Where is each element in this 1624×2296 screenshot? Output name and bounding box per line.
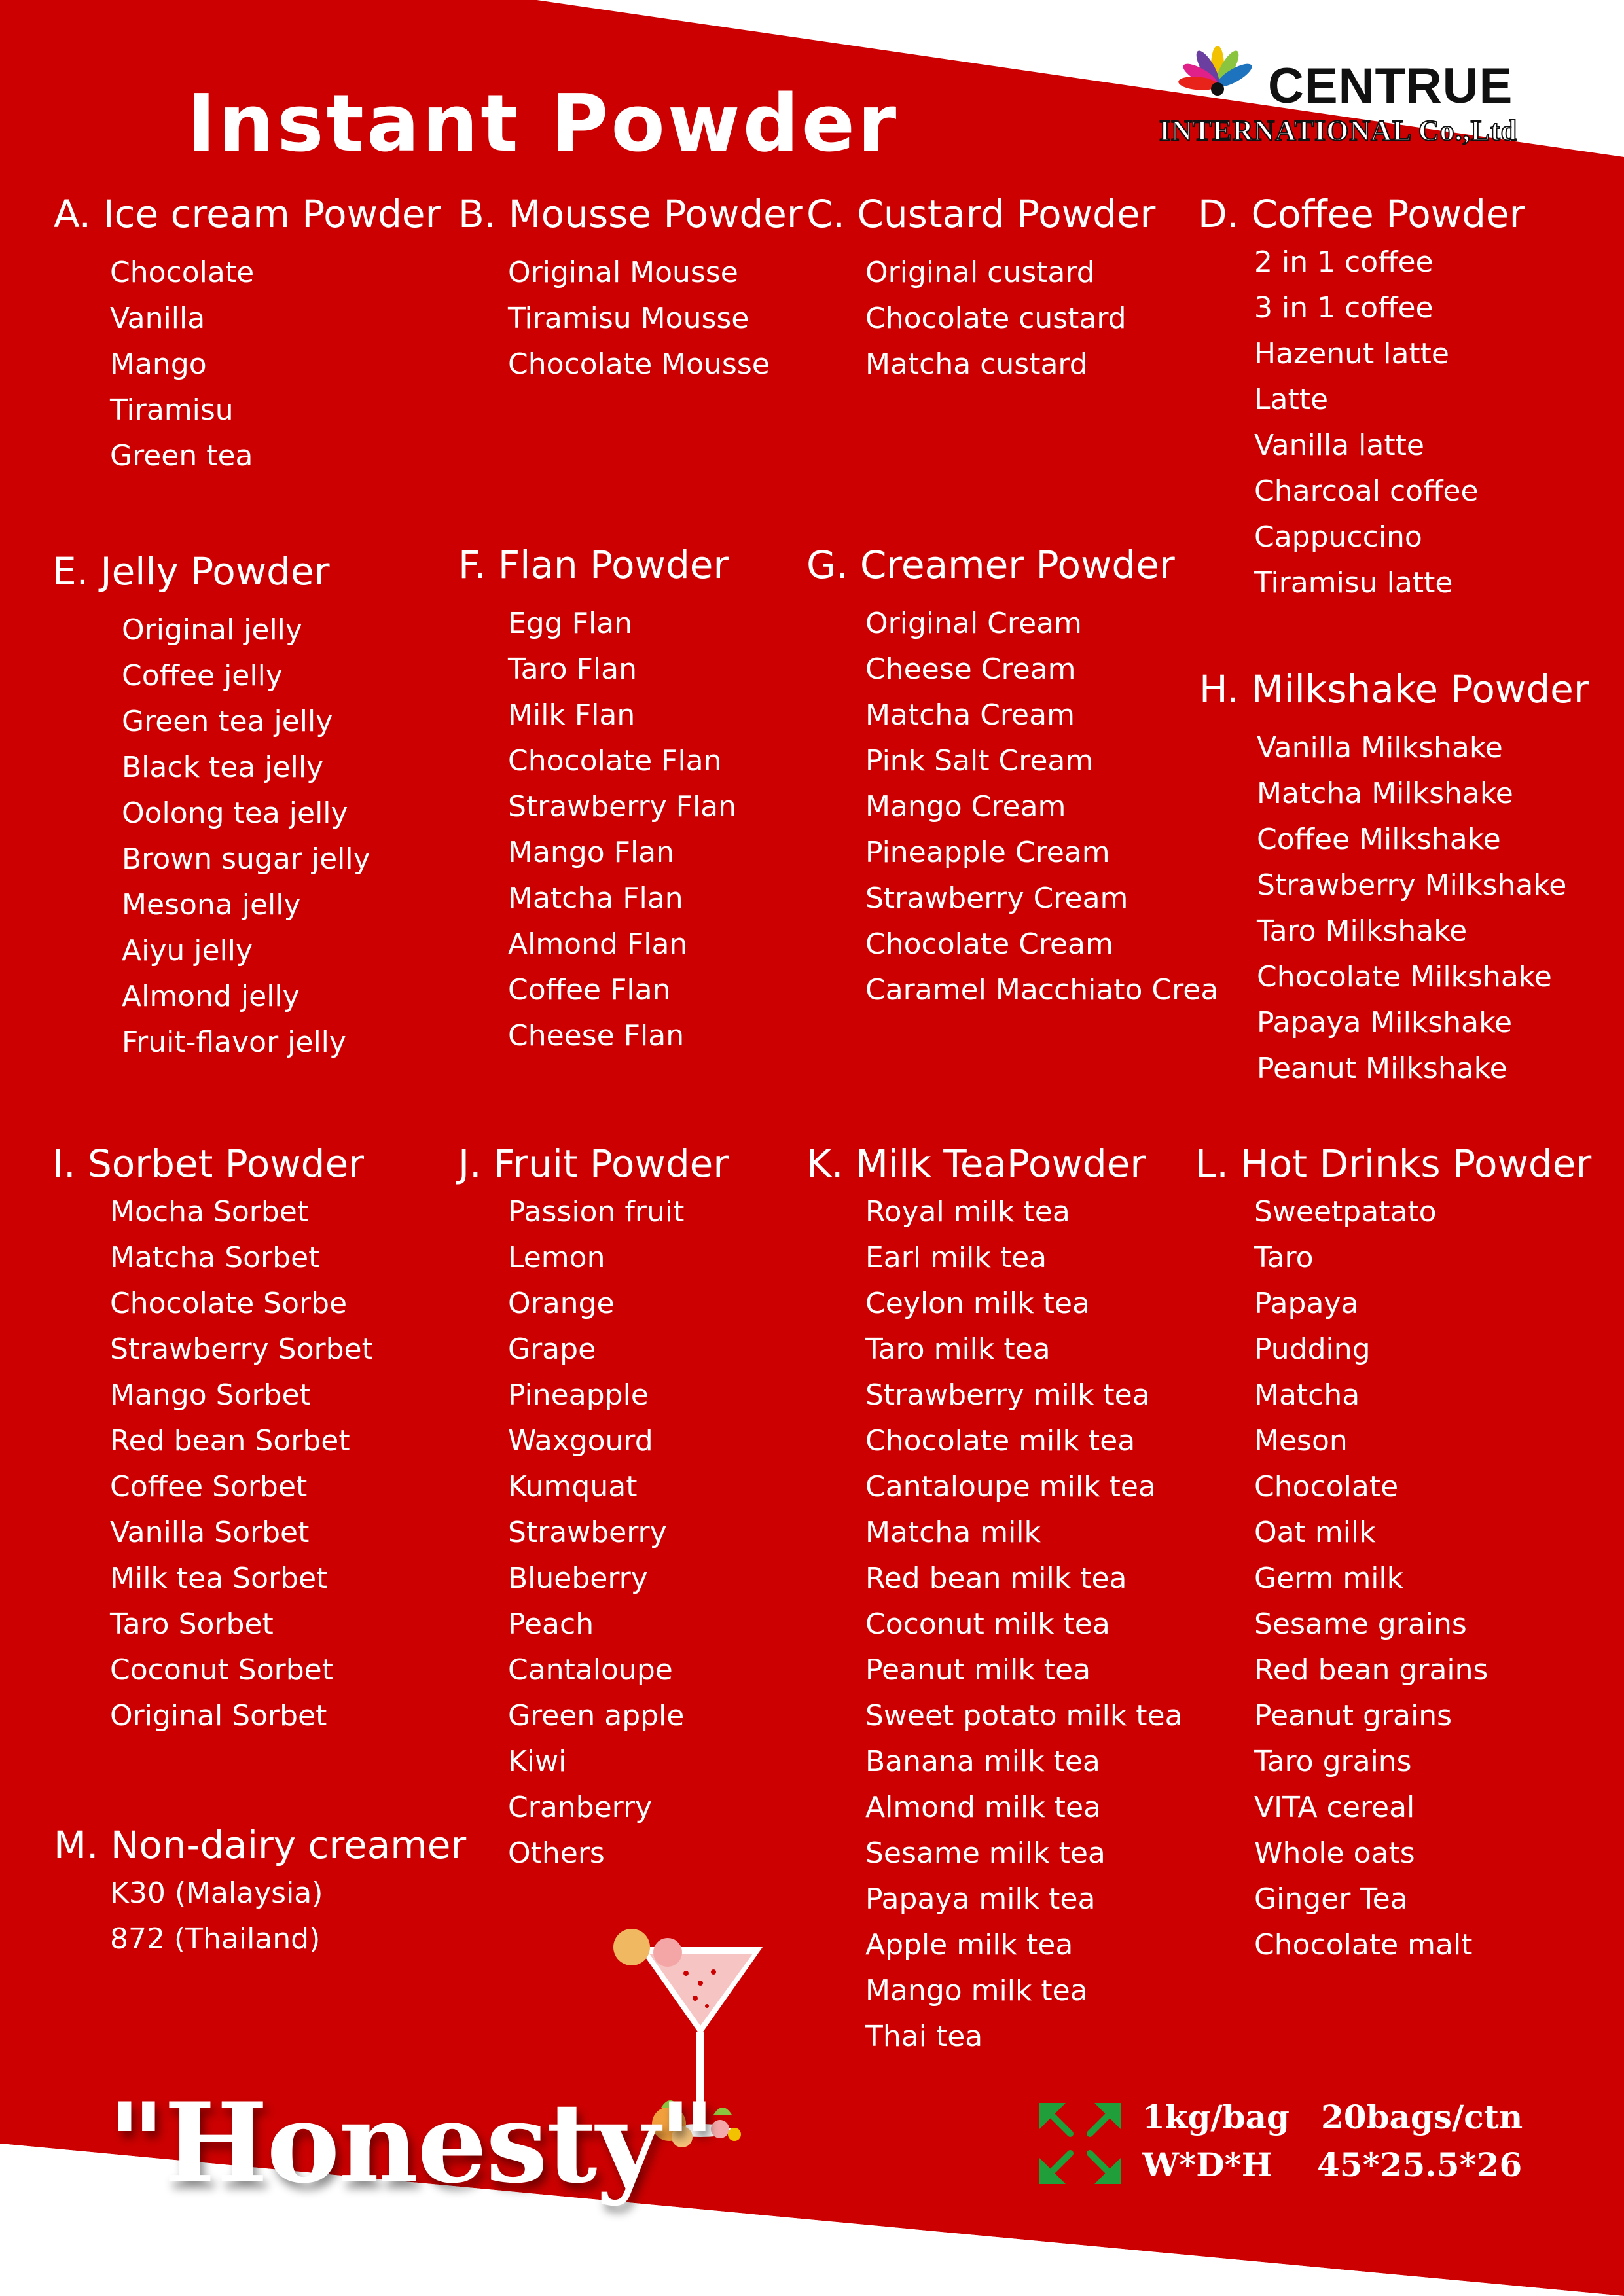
list-item: Sesame grains: [1254, 1607, 1467, 1641]
list-item: K30 (Malaysia): [110, 1876, 323, 1910]
list-item: Mocha Sorbet: [110, 1195, 309, 1229]
list-item: Cantaloupe: [508, 1653, 673, 1687]
list-item: Pudding: [1254, 1333, 1371, 1366]
item-list: [865, 601, 1218, 1013]
section-milkshake: [1199, 666, 1589, 1092]
list-item: Cranberry: [508, 1791, 653, 1824]
list-item: Black tea jelly: [122, 751, 324, 784]
list-item: Vanilla: [110, 302, 206, 335]
list-item: Coffee Sorbet: [110, 1470, 308, 1503]
list-item: Coffee Milkshake: [1257, 823, 1501, 856]
section-heading: C. Custard Powder: [806, 192, 1156, 236]
list-item: Others: [508, 1837, 605, 1870]
section-jelly: [52, 548, 370, 1066]
list-item: Strawberry Flan: [508, 790, 737, 823]
list-item: Sweetpatato: [1254, 1195, 1437, 1229]
list-item: Grape: [508, 1333, 596, 1366]
list-item: Germ milk: [1254, 1562, 1404, 1595]
list-item: Vanilla Sorbet: [110, 1516, 310, 1549]
item-list: [1257, 725, 1589, 1092]
list-item: Original jelly: [122, 613, 302, 647]
list-item: Mango Cream: [865, 790, 1066, 823]
section-heading: G. Creamer Powder: [806, 543, 1175, 587]
logo-subtitle: INTERNATIONAL Co.,Ltd: [1159, 115, 1518, 147]
list-item: Mango Flan: [508, 836, 675, 869]
list-item: Whole oats: [1254, 1837, 1415, 1870]
list-item: Original Mousse: [508, 256, 738, 289]
list-item: Papaya milk tea: [865, 1882, 1096, 1916]
list-item: Matcha milk: [865, 1516, 1041, 1549]
list-item: Vanilla Milkshake: [1257, 731, 1503, 764]
list-item: 3 in 1 coffee: [1254, 291, 1434, 325]
section-ice-cream: [54, 191, 441, 479]
section-sorbet: [52, 1141, 373, 1739]
list-item: Ginger Tea: [1254, 1882, 1408, 1916]
list-item: Meson: [1254, 1424, 1348, 1458]
list-item: Blueberry: [508, 1562, 648, 1595]
list-item: Mango Sorbet: [110, 1378, 311, 1412]
list-item: Kiwi: [508, 1745, 567, 1778]
list-item: Peach: [508, 1607, 594, 1641]
list-item: Strawberry: [508, 1516, 667, 1549]
list-item: Apple milk tea: [865, 1928, 1074, 1962]
list-item: Matcha Milkshake: [1257, 777, 1513, 810]
list-item: 872 (Thailand): [110, 1922, 321, 1956]
list-item: Caramel Macchiato Crea: [865, 973, 1219, 1007]
expand-arrows-icon: [1034, 2098, 1126, 2189]
list-item: Lemon: [508, 1241, 605, 1274]
list-item: Taro Sorbet: [110, 1607, 274, 1641]
list-item: Tiramisu: [110, 393, 234, 427]
section-heading: E. Jelly Powder: [52, 549, 330, 594]
list-item: Red bean Sorbet: [110, 1424, 350, 1458]
list-item: Taro grains: [1254, 1745, 1412, 1778]
list-item: Peanut Milkshake: [1257, 1052, 1507, 1085]
item-list: [1254, 1189, 1591, 1968]
list-item: Milk Flan: [508, 698, 636, 732]
section-heading: I. Sorbet Powder: [52, 1141, 364, 1186]
list-item: Strawberry milk tea: [865, 1378, 1150, 1412]
list-item: Cheese Cream: [865, 653, 1076, 686]
pack-dim-label: W*D*H: [1142, 2145, 1273, 2184]
list-item: Chocolate malt: [1254, 1928, 1473, 1962]
section-non-dairy-creamer: [54, 1822, 466, 1962]
list-item: Strawberry Sorbet: [110, 1333, 373, 1366]
list-item: Chocolate Sorbe: [110, 1287, 348, 1320]
list-item: Chocolate Mousse: [508, 348, 770, 381]
list-item: Oat milk: [1254, 1516, 1376, 1549]
list-item: Vanilla latte: [1254, 429, 1424, 462]
list-item: Peanut milk tea: [865, 1653, 1091, 1687]
list-item: Coconut Sorbet: [110, 1653, 333, 1687]
list-item: Oolong tea jelly: [122, 797, 348, 830]
list-item: Papaya: [1254, 1287, 1359, 1320]
section-custard: [806, 191, 1155, 387]
list-item: Almond jelly: [122, 980, 300, 1013]
section-heading: A. Ice cream Powder: [54, 192, 441, 236]
list-item: Chocolate: [110, 256, 255, 289]
section-heading: D. Coffee Powder: [1198, 192, 1525, 236]
list-item: Taro: [1254, 1241, 1314, 1274]
list-item: Royal milk tea: [865, 1195, 1070, 1229]
list-item: Aiyu jelly: [122, 934, 253, 967]
list-item: Matcha custard: [865, 348, 1088, 381]
item-list: [1254, 240, 1525, 606]
list-item: Kumquat: [508, 1470, 638, 1503]
list-item: Cantaloupe milk tea: [865, 1470, 1156, 1503]
motto-honesty: "Honesty": [108, 2078, 715, 2208]
list-item: Almond Flan: [508, 927, 688, 961]
list-item: Pineapple Cream: [865, 836, 1110, 869]
list-item: Mango milk tea: [865, 1974, 1088, 2007]
list-item: Egg Flan: [508, 607, 633, 640]
section-mousse: [458, 191, 803, 387]
list-item: Thai tea: [865, 2020, 983, 2053]
list-item: Orange: [508, 1287, 615, 1320]
list-item: Waxgourd: [508, 1424, 653, 1458]
item-list: [865, 250, 1155, 387]
list-item: Chocolate Flan: [508, 744, 722, 778]
item-list: [508, 601, 736, 1059]
list-item: Pineapple: [508, 1378, 649, 1412]
list-item: Pink Salt Cream: [865, 744, 1094, 778]
list-item: Taro milk tea: [865, 1333, 1051, 1366]
list-item: Original Sorbet: [110, 1699, 327, 1732]
list-item: Green apple: [508, 1699, 685, 1732]
section-heading: K. Milk TeaPowder: [806, 1141, 1146, 1186]
list-item: Cheese Flan: [508, 1019, 685, 1052]
list-item: Green tea jelly: [122, 705, 333, 738]
list-item: Coffee jelly: [122, 659, 283, 692]
list-item: Mango: [110, 348, 207, 381]
logo-name: CENTRUE: [1268, 58, 1513, 114]
section-creamer: [806, 542, 1218, 1013]
list-item: Strawberry Cream: [865, 882, 1128, 915]
list-item: Green tea: [110, 439, 253, 473]
list-item: Mesona jelly: [122, 888, 301, 922]
list-item: Chocolate Milkshake: [1257, 960, 1552, 994]
section-heading: J. Fruit Powder: [458, 1141, 729, 1186]
list-item: Tiramisu latte: [1254, 566, 1453, 600]
list-item: Strawberry Milkshake: [1257, 869, 1567, 902]
list-item: Sesame milk tea: [865, 1837, 1106, 1870]
list-item: Chocolate: [1254, 1470, 1399, 1503]
list-item: Brown sugar jelly: [122, 842, 370, 876]
pack-carton: 20bags/ctn: [1321, 2098, 1523, 2136]
item-list: [110, 1871, 466, 1962]
section-heading: H. Milkshake Powder: [1199, 667, 1589, 711]
list-item: Sweet potato milk tea: [865, 1699, 1183, 1732]
item-list: [110, 1189, 373, 1739]
section-heading: F. Flan Powder: [458, 543, 729, 587]
list-item: Coconut milk tea: [865, 1607, 1110, 1641]
section-fruit: [458, 1141, 729, 1876]
list-item: Peanut grains: [1254, 1699, 1453, 1732]
list-item: Passion fruit: [508, 1195, 685, 1229]
list-item: Matcha Flan: [508, 882, 683, 915]
section-flan: [458, 542, 736, 1059]
list-item: Matcha: [1254, 1378, 1360, 1412]
list-item: Almond milk tea: [865, 1791, 1101, 1824]
page-title: Instant Powder: [187, 79, 899, 170]
list-item: Red bean milk tea: [865, 1562, 1127, 1595]
company-logo: [1155, 46, 1518, 151]
list-item: Charcoal coffee: [1254, 475, 1479, 508]
list-item: Papaya Milkshake: [1257, 1006, 1513, 1039]
list-item: Coffee Flan: [508, 973, 671, 1007]
list-item: Fruit-flavor jelly: [122, 1026, 346, 1059]
section-coffee: [1198, 191, 1525, 606]
list-item: Chocolate milk tea: [865, 1424, 1136, 1458]
list-item: Original Cream: [865, 607, 1082, 640]
item-list: [122, 607, 370, 1066]
list-item: Tiramisu Mousse: [508, 302, 749, 335]
list-item: Milk tea Sorbet: [110, 1562, 328, 1595]
list-item: Chocolate Cream: [865, 927, 1113, 961]
list-item: Hazenut latte: [1254, 337, 1449, 370]
item-list: [508, 250, 803, 387]
section-heading: B. Mousse Powder: [458, 192, 803, 236]
list-item: 2 in 1 coffee: [1254, 245, 1434, 279]
item-list: [865, 1189, 1183, 2060]
list-item: Original custard: [865, 256, 1095, 289]
item-list: [508, 1189, 729, 1876]
section-heading: M. Non-dairy creamer: [54, 1823, 467, 1867]
list-item: Chocolate custard: [865, 302, 1127, 335]
logo-petals-icon: [1155, 46, 1280, 118]
list-item: Earl milk tea: [865, 1241, 1047, 1274]
list-item: VITA cereal: [1254, 1791, 1415, 1824]
list-item: Taro Flan: [508, 653, 637, 686]
item-list: [110, 250, 441, 479]
list-item: Cappuccino: [1254, 520, 1422, 554]
pack-dims: 45*25.5*26: [1317, 2145, 1523, 2184]
section-milk-tea: [806, 1141, 1183, 2060]
list-item: Banana milk tea: [865, 1745, 1100, 1778]
section-hot-drinks: [1195, 1141, 1591, 1968]
list-item: Red bean grains: [1254, 1653, 1489, 1687]
pack-weight: 1kg/bag: [1142, 2098, 1290, 2136]
list-item: Matcha Sorbet: [110, 1241, 320, 1274]
list-item: Latte: [1254, 383, 1329, 416]
section-heading: L. Hot Drinks Powder: [1195, 1141, 1592, 1186]
list-item: Taro Milkshake: [1257, 914, 1468, 948]
list-item: Ceylon milk tea: [865, 1287, 1090, 1320]
list-item: Matcha Cream: [865, 698, 1075, 732]
